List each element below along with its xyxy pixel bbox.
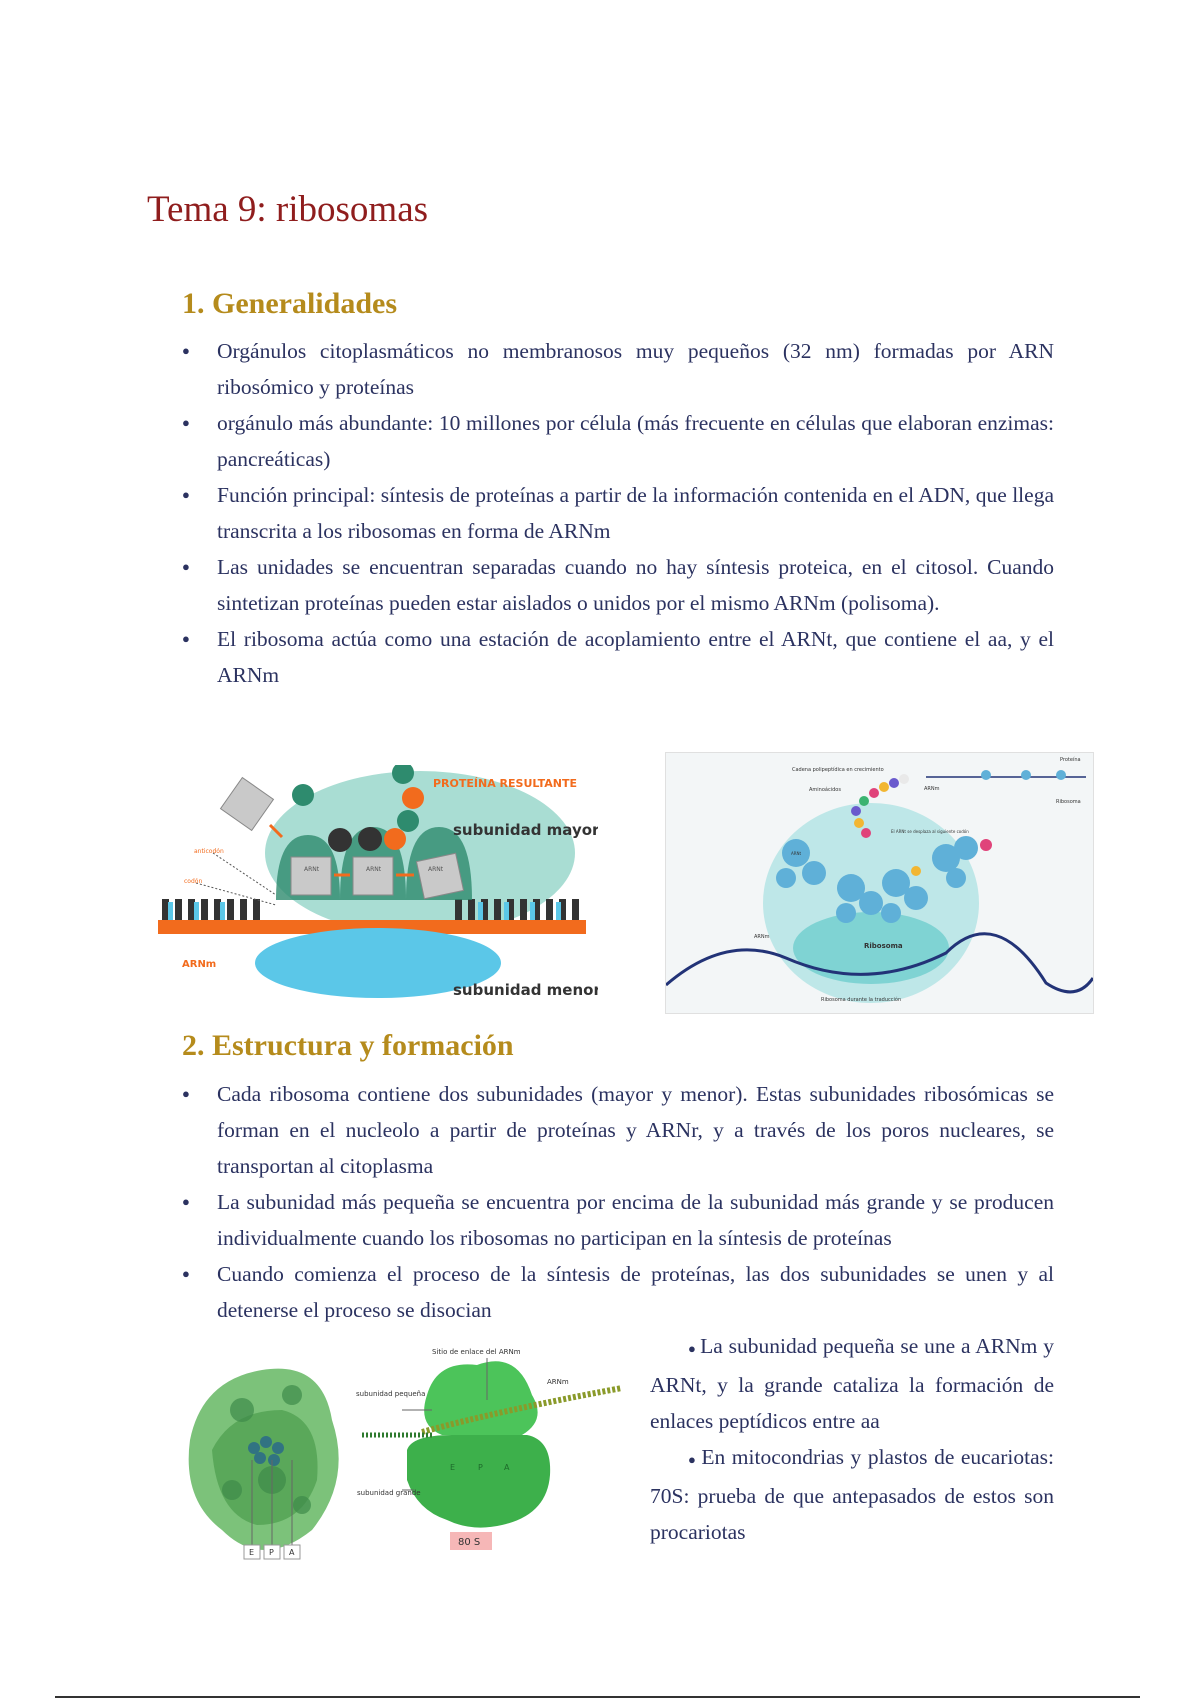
trna-label: ARNt (366, 866, 382, 873)
figure-caption: Ribosoma durante la traducción (821, 997, 902, 1003)
chain-label: Cadena polipeptídica en crecimiento (792, 767, 884, 773)
side-bullet-list (650, 1328, 1054, 1550)
list-item: ● En mitocondrias y plastos de eucariotas: 70S: prueba de que antepasados de estos son procariotas (650, 1439, 1054, 1550)
section-heading-generalidades: 1. Generalidades (182, 287, 397, 320)
mrna-label: ARNm (754, 934, 770, 940)
site-e-label: E (249, 1548, 255, 1557)
svg-text:E: E (450, 1463, 456, 1472)
protein-result-label: PROTEÍNA RESULTANTE (433, 777, 577, 790)
ribosome-80s-badge: 80 S (458, 1537, 481, 1548)
major-subunit-label: subunidad mayor (453, 821, 598, 839)
svg-text:P: P (478, 1463, 483, 1472)
list-item: ● Cuando comienza el proceso de la síntesis de proteínas, las dos subunidades se unen y al detenerse el proceso se disocian (182, 1256, 1054, 1328)
large-subunit-label: subunidad grande (357, 1489, 421, 1497)
svg-text:A: A (504, 1463, 510, 1472)
translation-figure (665, 752, 1094, 1014)
list-item: ● La subunidad pequeña se une a ARNm y ARNt, y la grande cataliza la formación de enlaces peptídicos entre aa (650, 1328, 1054, 1439)
list-item: ● Función principal: síntesis de proteínas a partir de la información contenida en el ADN, que llega transcrita a los ribosomas en forma de ARNm (182, 477, 1054, 549)
ribosome-structure-figure (182, 1340, 622, 1572)
generalidades-list (182, 333, 1054, 693)
protein-label: Proteína (1060, 757, 1081, 763)
list-item: ● Orgánulos citoplasmáticos no membranosos muy pequeños (32 nm) formadas por ARN ribosómico y proteínas (182, 333, 1054, 405)
mrna-site-label: Sitio de enlace del ARNm (432, 1348, 521, 1356)
list-item: ● Cada ribosoma contiene dos subunidades (mayor y menor). Estas subunidades ribosómicas se forman en el nucleolo a partir de proteínas y ARNr, y a través de los poros nucleares, se transportan al citoplasma (182, 1076, 1054, 1184)
site-a-label: A (289, 1548, 295, 1557)
page-title: Tema 9: ribosomas (147, 189, 429, 230)
ribosome-small-label: Ribosoma (1056, 799, 1081, 805)
trna-label: ARNm (547, 1378, 569, 1386)
trna-label: ARNt (304, 866, 320, 873)
list-item: ● Las unidades se encuentran separadas cuando no hay síntesis proteica, en el citosol. Cuando sintetizan proteínas pueden estar aislados o unidos por el mismo ARNm (polisoma). (182, 549, 1054, 621)
list-item: ● La subunidad más pequeña se encuentra por encima de la subunidad más grande y se producen individualmente cuando los ribosomas no participan en la síntesis de proteínas (182, 1184, 1054, 1256)
trna-label: ARNt (428, 866, 444, 873)
aminoacid-label: Aminoácidos (809, 787, 841, 793)
list-item: ● El ribosoma actúa como una estación de acoplamiento entre el ARNt, que contiene el aa, y el ARNm (182, 621, 1054, 693)
mrna-label: ARNm (182, 959, 217, 970)
small-subunit-label: subunidad pequeña (356, 1390, 426, 1398)
estructura-list (182, 1076, 1054, 1328)
mrna-small-label: ARNm (924, 786, 940, 792)
codon-label: codón (184, 878, 203, 885)
list-item: ● orgánulo más abundante: 10 millones por célula (más frecuente en células que elaboran enzimas: pancreáticas) (182, 405, 1054, 477)
anticodon-label: anticodón (194, 848, 224, 855)
trna-label: ARNt (791, 851, 802, 856)
site-p-label: P (269, 1548, 274, 1557)
section-heading-estructura: 2. Estructura y formación (182, 1029, 514, 1062)
minor-subunit-label: subunidad menor (453, 981, 598, 999)
ribosome-label: Ribosoma (864, 942, 903, 950)
ribosome-diagram (158, 765, 598, 1005)
moves-label: El ARNt se desplaza al siguiente codón (891, 829, 969, 834)
footer-rule (55, 1696, 1140, 1698)
